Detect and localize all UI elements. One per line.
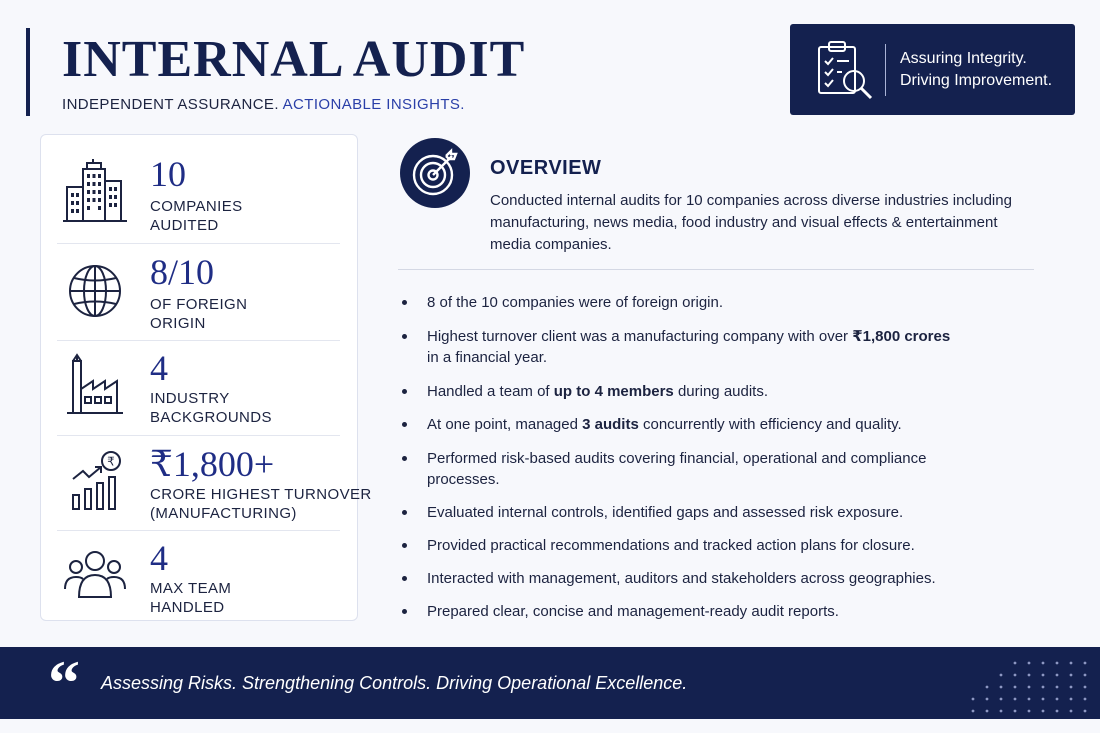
tagline-line-1: Assuring Integrity. bbox=[900, 50, 1027, 67]
highlight-emphasis: up to 4 members bbox=[553, 383, 674, 400]
tagline bbox=[900, 48, 1052, 92]
target-icon bbox=[400, 138, 470, 208]
stat-value: 4 bbox=[150, 348, 168, 388]
subtitle-part-1: INDEPENDENT ASSURANCE. bbox=[62, 96, 279, 113]
highlight-item bbox=[400, 292, 1000, 313]
stat-label-line-1: COMPANIES bbox=[150, 198, 243, 215]
dot-pattern bbox=[965, 659, 1095, 715]
highlight-text: Handled a team of bbox=[427, 383, 554, 400]
stat-value: 4 bbox=[150, 538, 168, 578]
stat-label-line-2: BACKGROUNDS bbox=[150, 409, 272, 426]
stat-label-line-1: INDUSTRY bbox=[150, 390, 230, 407]
section-divider bbox=[398, 269, 1034, 270]
highlight-emphasis: 3 audits bbox=[582, 416, 639, 433]
highlight-text: Prepared clear, concise and management-ready audit reports. bbox=[427, 603, 839, 620]
highlight-text: Interacted with management, auditors and stakeholders across geographies. bbox=[427, 570, 936, 587]
highlight-item bbox=[400, 601, 1000, 622]
factory-icon bbox=[63, 353, 127, 419]
subtitle-part-2: ACTIONABLE INSIGHTS. bbox=[282, 96, 465, 113]
highlight-text: in a financial year. bbox=[427, 349, 548, 366]
audit-clipboard-icon bbox=[816, 40, 874, 100]
highlight-text: At one point, managed bbox=[427, 416, 583, 433]
team-icon bbox=[63, 545, 127, 611]
stat-label-line-2: ORIGIN bbox=[150, 315, 206, 332]
highlight-text: 8 of the 10 companies were of foreign origin. bbox=[427, 294, 724, 311]
overview-heading: OVERVIEW bbox=[490, 157, 602, 179]
footer-quote: Assessing Risks. Strengthening Controls. Driving Operational Excellence. bbox=[101, 673, 688, 693]
tagline-card bbox=[790, 24, 1075, 115]
stat-value: 8/10 bbox=[150, 252, 215, 292]
stat-divider bbox=[57, 530, 340, 531]
stat-label-line-2: (MANUFACTURING) bbox=[150, 505, 297, 522]
stat-divider bbox=[57, 435, 340, 436]
highlight-text: Provided practical recommendations and tracked action plans for closure. bbox=[427, 537, 915, 554]
stat-divider bbox=[57, 243, 340, 244]
stat-value: ₹1,800+ bbox=[150, 444, 275, 484]
globe-icon bbox=[63, 259, 127, 325]
highlight-item bbox=[400, 326, 1000, 368]
highlight-emphasis: ₹1,800 crores bbox=[852, 328, 951, 345]
stat-label-line-2: HANDLED bbox=[150, 599, 225, 616]
highlight-text: Evaluated internal controls, identified gaps and assessed risk exposure. bbox=[427, 504, 904, 521]
title-accent-bar bbox=[26, 28, 30, 116]
highlight-item bbox=[400, 535, 1000, 556]
stat-label-line-1: CRORE HIGHEST TURNOVER bbox=[150, 486, 372, 503]
growth-chart-rupee-icon bbox=[63, 449, 127, 515]
svg-text:₹: ₹ bbox=[107, 454, 115, 469]
quote-icon: “ bbox=[48, 647, 80, 718]
stat-label-line-1: OF FOREIGN bbox=[150, 296, 248, 313]
highlight-item bbox=[400, 568, 1000, 589]
page-subtitle bbox=[62, 96, 465, 113]
stat-value: 10 bbox=[150, 154, 186, 194]
highlight-item bbox=[400, 502, 1000, 523]
page-title: INTERNAL AUDIT bbox=[62, 31, 526, 88]
highlight-item bbox=[400, 381, 1000, 402]
stat-divider bbox=[57, 340, 340, 341]
stat-label-line-1: MAX TEAM bbox=[150, 580, 232, 597]
highlight-text: during audits. bbox=[673, 383, 769, 400]
tagline-divider bbox=[885, 44, 886, 96]
tagline-line-2: Driving Improvement. bbox=[900, 72, 1053, 89]
highlight-text: concurrently with efficiency and quality. bbox=[638, 416, 902, 433]
footer-banner bbox=[0, 647, 1100, 719]
highlight-text: Highest turnover client was a manufacturing company with over bbox=[427, 328, 853, 345]
overview-text: Conducted internal audits for 10 companies across diverse industries including manufacturing, news media, food industry and visual effects & entertainment media companies. bbox=[490, 192, 1012, 253]
highlights-list bbox=[400, 292, 1000, 622]
highlight-text: Performed risk-based audits covering financial, operational and compliance processes. bbox=[427, 450, 927, 488]
highlight-item bbox=[400, 448, 1000, 490]
stat-label-line-2: AUDITED bbox=[150, 217, 219, 234]
building-icon bbox=[63, 159, 127, 225]
highlight-item bbox=[400, 414, 1000, 435]
stats-panel bbox=[40, 134, 372, 621]
